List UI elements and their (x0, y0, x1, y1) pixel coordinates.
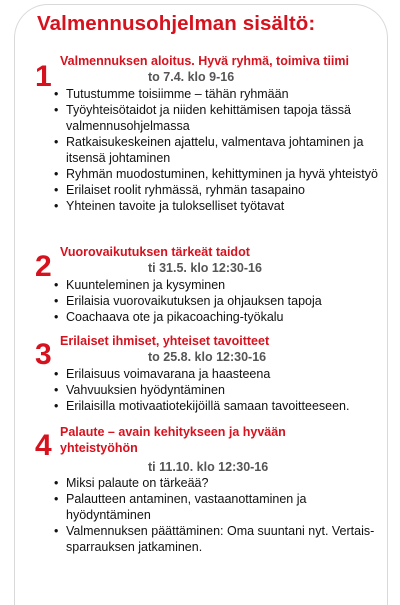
list-item: • Ratkaisukeskeinen ajattelu, valmentava johtaminen ja itsensä johtaminen (52, 134, 392, 166)
list-item: • Tutustumme toisiimme – tähän ryhmään (52, 86, 392, 102)
section-item-list (52, 86, 392, 214)
section-heading: Erilaiset ihmiset, yhteiset tavoitteet (60, 334, 270, 348)
list-item: • Erilaisuus voimavarana ja haasteena (52, 366, 392, 382)
list-item: • Erilaisilla motivaatiotekijöillä samaan tavoitteeseen. (52, 398, 392, 414)
section-item-list (52, 475, 392, 555)
section-item-list (52, 277, 392, 325)
list-item: • Työyhteisötaidot ja niiden kehittämisen tapoja tässä valmennusohjelmassa (52, 102, 392, 134)
section-date: to 25.8. klo 12:30-16 (148, 350, 267, 364)
list-item: • Kuunteleminen ja kysyminen (52, 277, 392, 293)
list-item: • Erilaiset roolit ryhmässä, ryhmän tasapaino (52, 182, 392, 198)
section-number: 1 (35, 60, 52, 93)
section-date: ti 31.5. klo 12:30-16 (148, 261, 262, 275)
section-heading: Vuorovaikutuksen tärkeät taidot (60, 245, 250, 259)
section-date: to 7.4. klo 9-16 (148, 70, 235, 84)
list-item: • Miksi palaute on tärkeää? (52, 475, 392, 491)
list-item: • Coachaava ote ja pikacoaching-työkalu (52, 309, 392, 325)
section-number: 2 (35, 250, 52, 283)
list-item: • Ryhmän muodostuminen, kehittyminen ja hyvä yhteistyö (52, 166, 392, 182)
list-item: • Valmennuksen päättäminen: Oma suuntani nyt. Vertais-sparrauksen jatkaminen. (52, 523, 392, 555)
section-date: ti 11.10. klo 12:30-16 (148, 460, 269, 474)
list-item: • Yhteinen tavoite ja tulokselliset työtavat (52, 198, 392, 214)
section-heading: Valmennuksen aloitus. Hyvä ryhmä, toimiva tiimi (60, 54, 349, 68)
section-number: 3 (35, 338, 52, 371)
list-item: • Vahvuuksien hyödyntäminen (52, 382, 392, 398)
section-number: 4 (35, 429, 52, 462)
list-item: • Erilaisia vuorovaikutuksen ja ohjauksen tapoja (52, 293, 392, 309)
list-item: • Palautteen antaminen, vastaanottaminen ja hyödyntäminen (52, 491, 392, 523)
section-heading (60, 424, 330, 456)
section-heading-text: Palaute – avain kehitykseen ja hyvään yhteistyöhön (60, 425, 286, 455)
section-item-list (52, 366, 392, 414)
page-title: Valmennusohjelman sisältö: (37, 12, 316, 35)
